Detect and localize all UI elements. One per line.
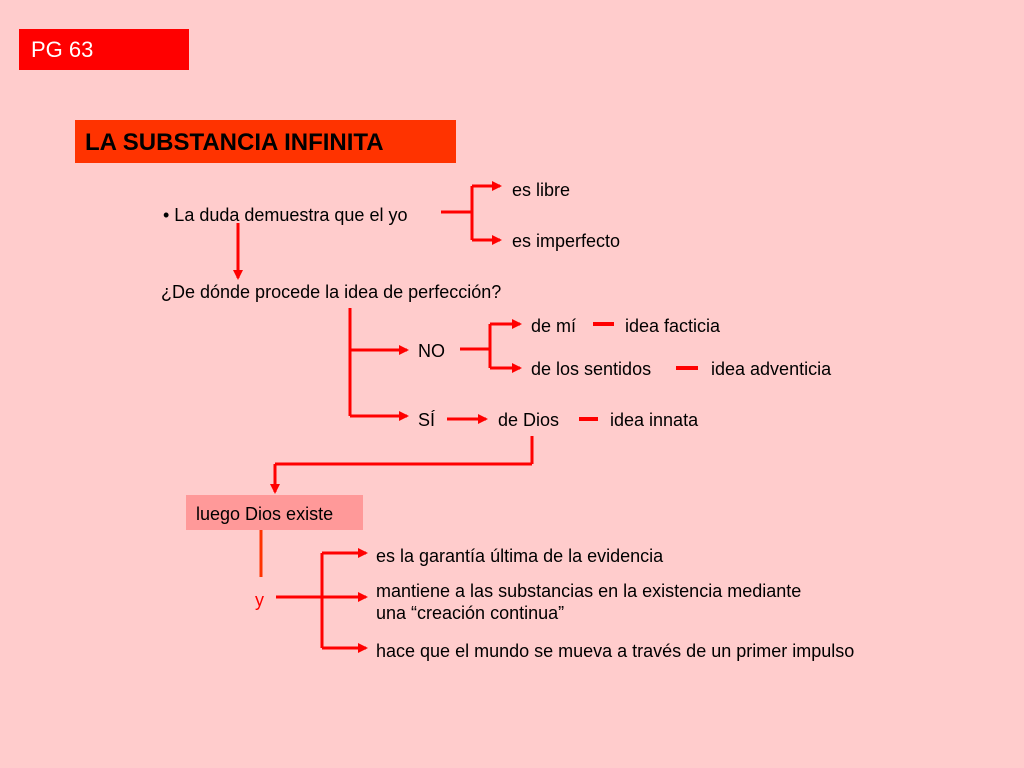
si-label: SÍ [418, 410, 436, 430]
consequence-1: es la garantía última de la evidencia [376, 546, 664, 566]
consequence-2-line-2: una “creación continua” [376, 603, 565, 623]
source-de-los-sentidos: de los sentidos [531, 359, 652, 379]
source-de-dios: de Dios [498, 410, 560, 430]
and-label: y [255, 590, 264, 610]
question-text: ¿De dónde procede la idea de perfección? [161, 282, 502, 302]
option-es-libre: es libre [512, 180, 571, 200]
consequence-2-line-1: mantiene a las substancias en la existencia mediante [376, 581, 802, 601]
source-de-mi: de mí [531, 316, 577, 336]
consequence-3: hace que el mundo se mueva a través de un primer impulso [376, 641, 855, 661]
slide-title: LA SUBSTANCIA INFINITA [75, 120, 456, 163]
idea-adventicia: idea adventicia [711, 359, 832, 379]
conclusion-box: luego Dios existe [186, 495, 363, 530]
no-label: NO [418, 341, 445, 361]
idea-innata: idea innata [610, 410, 699, 430]
intro-bullet: • La duda demuestra que el yo [163, 205, 408, 225]
page-tag: PG 63 [19, 29, 189, 70]
idea-facticia: idea facticia [625, 316, 721, 336]
option-es-imperfecto: es imperfecto [512, 231, 621, 251]
